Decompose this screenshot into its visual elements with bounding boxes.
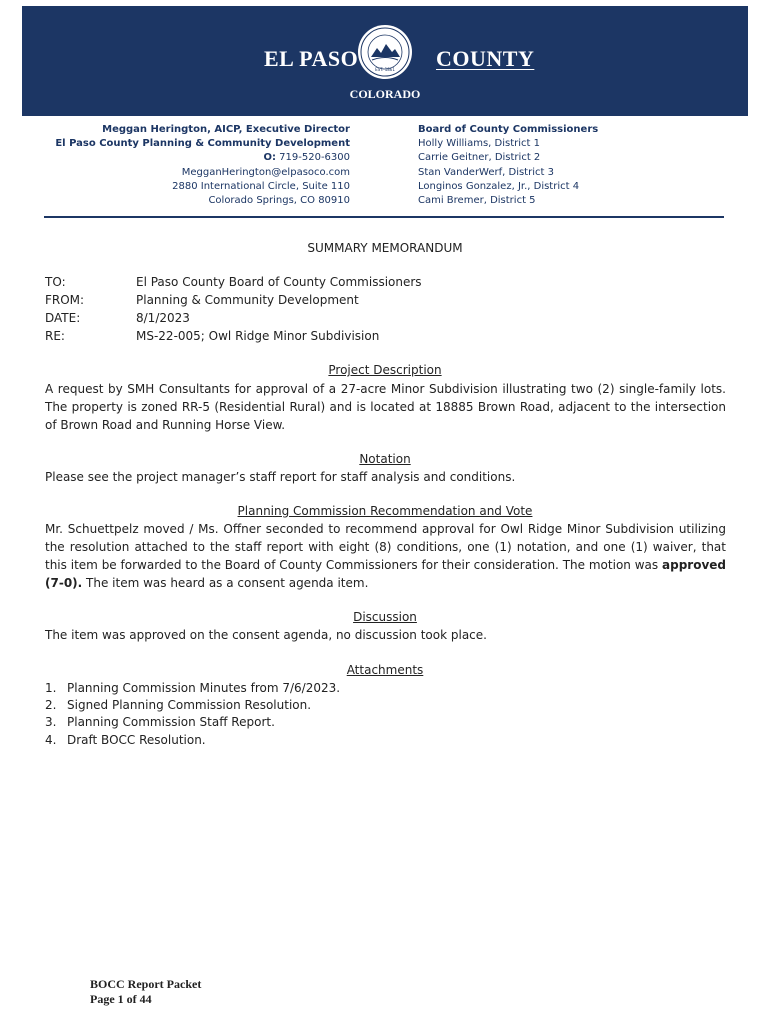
director-phone-line [55, 151, 350, 165]
attachment-text: Planning Commission Staff Report. [67, 715, 275, 729]
county-seal-icon [357, 24, 413, 80]
re-value: MS-22-005; Owl Ridge Minor Subdivision [136, 329, 380, 343]
county-name-left: EL PASO [264, 46, 359, 71]
board-title: Board of County Commissioners [418, 124, 599, 135]
attachment-item: 4. Draft BOCC Resolution. [45, 733, 206, 747]
director-contact-block [55, 123, 350, 208]
memo-title: SUMMARY MEMORANDUM [307, 241, 463, 255]
notation-heading: Notation [359, 452, 411, 466]
project-description-text: A request by SMH Consultants for approval of a 27-acre Minor Subdivision illustrating two (2) single-family lots. The property is zoned RR-5 (Residential Rural) and is located at 18885 Brown Road, adjacent to the intersection of Brown Road and Running Horse View. [45, 382, 726, 432]
to-value: El Paso County Board of County Commissioners [136, 275, 422, 289]
vote-heading: Planning Commission Recommendation and Vote [237, 504, 533, 518]
to-label: TO: [45, 275, 66, 289]
director-department: El Paso County Planning & Community Development [55, 138, 350, 150]
vote-text [45, 520, 726, 592]
page-footer [90, 977, 201, 1007]
from-label: FROM: [45, 293, 85, 307]
attachment-item: 1. Planning Commission Minutes from 7/6/2023. [45, 681, 341, 695]
director-name: Meggan Herington, AICP, Executive Director [102, 124, 350, 135]
board-member: Holly Williams, District 1 [418, 138, 540, 150]
director-phone: 719-520-6300 [279, 152, 350, 164]
attachment-text: Planning Commission Minutes from 7/6/2023. [67, 681, 341, 695]
vote-text-part2: The item was heard as a consent agenda item. [82, 576, 369, 590]
notation-text: Please see the project manager’s staff report for staff analysis and conditions. [45, 470, 516, 484]
director-address-line1: 2880 International Circle, Suite 110 [172, 180, 350, 192]
board-member: Cami Bremer, District 5 [418, 195, 536, 207]
date-value: 8/1/2023 [136, 311, 190, 325]
county-name-right: COUNTY [436, 46, 535, 71]
board-member: Stan VanderWerf, District 3 [418, 166, 554, 178]
state-name: COLORADO [349, 87, 421, 101]
board-member: Longinos Gonzalez, Jr., District 4 [418, 180, 580, 192]
from-value: Planning & Community Development [136, 293, 359, 307]
director-email[interactable]: MegganHerington@elpasoco.com [181, 166, 350, 178]
discussion-text: The item was approved on the consent agenda, no discussion took place. [45, 628, 487, 642]
attachment-item: 2. Signed Planning Commission Resolution. [45, 698, 312, 712]
board-block [418, 123, 598, 208]
re-label: RE: [45, 329, 65, 343]
letterhead-banner [22, 6, 748, 116]
phone-label: O: [263, 152, 276, 164]
footer-packet-label: BOCC Report Packet [90, 977, 202, 991]
header-divider [44, 216, 724, 218]
vote-text-part1: Mr. Schuettpelz moved / Ms. Offner seconded to recommend approval for Owl Ridge Minor Subdivision utilizing the resolution attached to the staff report with eight (8) conditions, one (1) notation, and one (1) waiver, that this item be forwarded to the Board of County Commissioners for their consideration. The motion was [45, 522, 726, 572]
attachment-text: Draft BOCC Resolution. [67, 733, 206, 747]
footer-page-number: Page 1 of 44 [90, 992, 152, 1006]
discussion-heading: Discussion [353, 610, 417, 624]
attachment-item: 3. Planning Commission Staff Report. [45, 715, 275, 729]
attachment-text: Signed Planning Commission Resolution. [67, 698, 312, 712]
attachments-heading: Attachments [346, 663, 424, 677]
project-description-heading: Project Description [328, 363, 442, 377]
board-member: Carrie Geitner, District 2 [418, 152, 541, 164]
date-label: DATE: [45, 311, 81, 325]
svg-text:EST. 1861: EST. 1861 [375, 67, 395, 72]
director-address-line2: Colorado Springs, CO 80910 [208, 195, 350, 207]
vote-result: approved (7-0). [45, 558, 726, 590]
